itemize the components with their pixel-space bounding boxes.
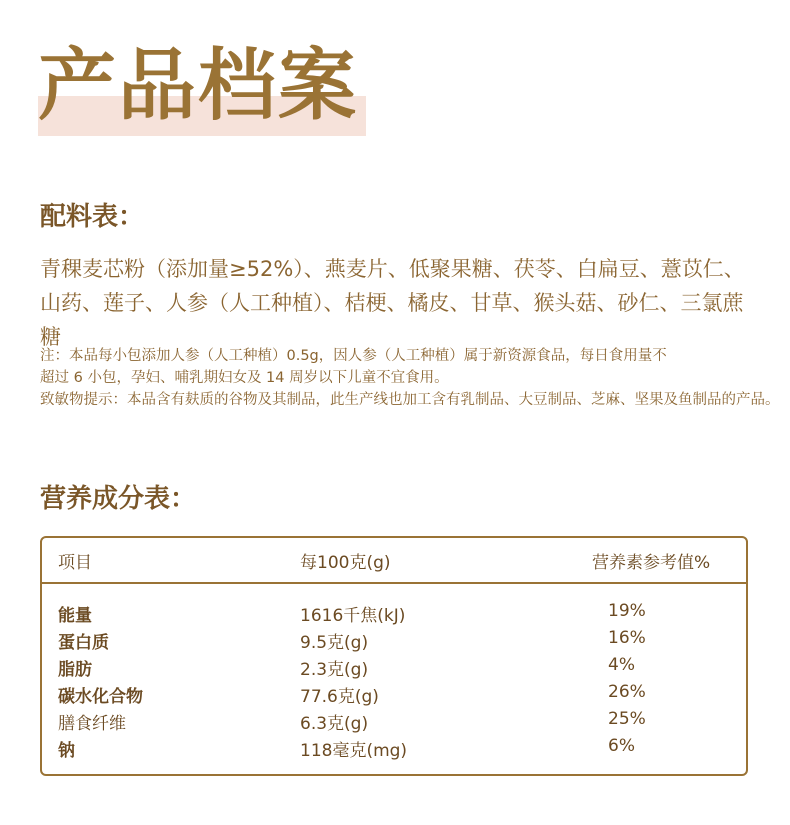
column-header-nrv: 营养素参考值% [592,553,711,573]
nutrient-nrv: 6% [608,736,635,756]
page-title-block [38,36,368,136]
nutrient-name: 碳水化合物 [58,687,143,707]
table-header [42,538,746,584]
nutrient-nrv: 19% [608,601,646,621]
table-row [42,682,746,709]
nutrient-name: 能量 [58,606,92,626]
column-header-amount: 每100克(g) [300,553,391,573]
nutrition-table [40,536,748,776]
nutrient-amount: 1616千焦(kJ) [300,606,406,626]
nutrient-nrv: 4% [608,655,635,675]
dosage-note-line2: 超过 6 小包，孕妇、哺乳期妇女及 14 周岁以下儿童不宜食用。 [40,370,449,386]
table-row [42,736,746,763]
dosage-note-line1: 注：本品每小包添加人参（人工种植）0.5g，因人参（人工种植）属于新资源食品，每日食用量不 [40,348,667,364]
page-title: 产品档案 [38,41,359,131]
nutrient-amount: 77.6克(g) [300,687,379,707]
notes-block [40,345,780,411]
column-header-item: 项目 [58,553,92,573]
nutrient-amount: 2.3克(g) [300,660,369,680]
table-row [42,655,746,682]
nutrient-nrv: 16% [608,628,646,648]
table-row [42,709,746,736]
nutrient-amount: 6.3克(g) [300,714,369,734]
nutrition-heading: 营养成分表： [40,484,197,514]
allergen-note: 致敏物提示：本品含有麸质的谷物及其制品，此生产线也加工含有乳制品、大豆制品、芝麻、坚果及鱼制品的产品。 [40,392,780,408]
nutrient-name: 膳食纤维 [58,714,126,734]
nutrient-name: 钠 [58,741,75,761]
table-row [42,601,746,628]
ingredients-list: 青稞麦芯粉（添加量≥52%）、燕麦片、低聚果糖、茯苓、白扁豆、薏苡仁、山药、莲子、人参（人工种植）、桔梗、橘皮、甘草、猴头菇、砂仁、三氯蔗糖 [40,257,745,349]
nutrient-name: 蛋白质 [58,633,109,653]
nutrient-nrv: 25% [608,709,646,729]
nutrient-amount: 9.5克(g) [300,633,369,653]
ingredients-heading: 配料表： [40,202,145,232]
nutrient-amount: 118毫克(mg) [300,741,408,761]
nutrient-name: 脂肪 [58,660,92,680]
nutrient-nrv: 26% [608,682,646,702]
table-row [42,628,746,655]
